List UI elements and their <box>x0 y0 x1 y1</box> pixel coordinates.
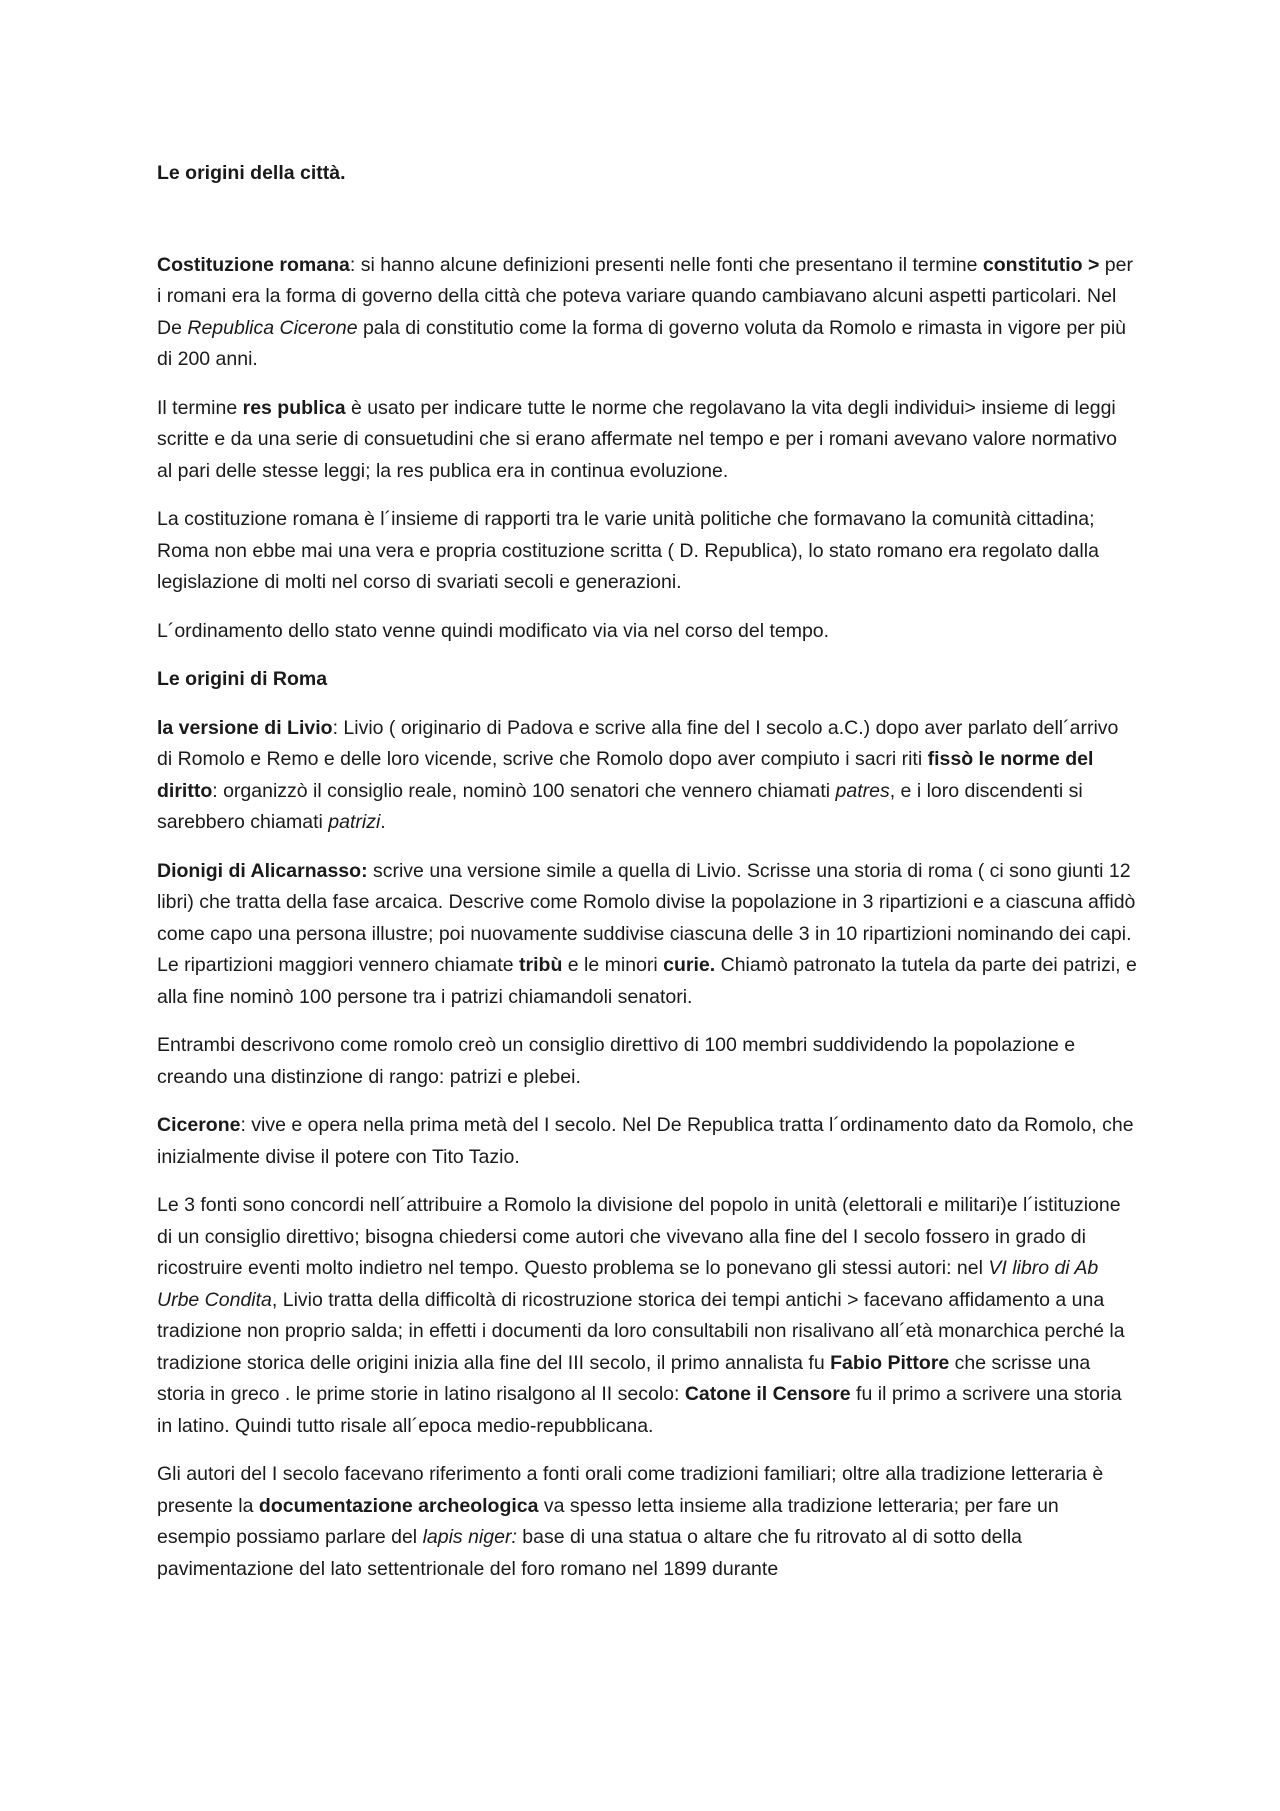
title-spacer <box>157 190 1137 250</box>
text-run: , Livio tratta della difficoltà di ricostruzione storica dei tempi antichi > facevano affidamento a una tradizione non proprio salda; in effetti i documenti da loro consultabili non risalivano all´età monarchica perché la tradizione storica delle origini inizia alla fine del III secolo, il primo annalista fu <box>157 1288 1125 1374</box>
text-run: . <box>380 811 386 833</box>
text-run: per i romani era la forma di governo della città che poteva variare quando cambiavano alcuni aspetti particolari. Nel De <box>157 253 1133 339</box>
text-run: : vive e opera nella prima metà del I secolo. Nel De Republica tratta l´ordinamento dato da Romolo, che inizialmente divise il potere con Tito Tazio. <box>157 1114 1134 1168</box>
text-run: : si hanno alcune definizioni presenti nelle fonti che presentano il termine <box>349 253 983 276</box>
text-run: e le minori <box>562 954 664 976</box>
italic-text: VI libro di Ab Urbe Condita <box>157 1257 1099 1311</box>
section-heading <box>157 664 1137 696</box>
text-run: va spesso letta insieme alla tradizione letteraria; per fare un esempio possiamo parlare del <box>157 1494 1059 1548</box>
text-run: è usato per indicare tutte le norme che regolavano la vita degli individui> insieme di leggi scritte e da una serie di consuetudini che si erano affermate nel tempo e per i romani avevano valore normativo al pari delle stesse leggi; la res publica era in continua evoluzione. <box>157 396 1118 482</box>
bold-text: Cicerone <box>157 1114 241 1136</box>
bold-text: fissò le norme del diritto <box>157 748 1094 802</box>
text-run: Gli autori del I secolo facevano riferimento a fonti orali come tradizioni familiari; oltre alla tradizione letteraria è presente la <box>157 1463 1104 1517</box>
italic-text: Republica Cicerone <box>187 316 358 339</box>
bold-text: Catone il Censore <box>684 1383 851 1405</box>
bold-text: res publica <box>242 396 346 419</box>
body-paragraph <box>157 1030 1137 1093</box>
text-run: fu il primo a scrivere una storia in latino. Quindi tutto risale all´epoca medio-repubblicana. <box>157 1383 1122 1437</box>
text-run: Il termine <box>157 396 243 419</box>
text-run: , e i loro discendenti si sarebbero chiamati <box>157 779 1083 833</box>
body-paragraph <box>157 504 1137 599</box>
bold-text: Le origini di Roma <box>157 668 328 690</box>
text-run: : organizzò il consiglio reale, nominò 100 senatori che vennero chiamati <box>212 779 836 802</box>
text-run: pala di constitutio come la forma di governo voluta da Romolo e rimasta in vigore per più di 200 anni. <box>157 316 1127 370</box>
body-paragraph <box>157 1110 1137 1173</box>
body-paragraph <box>157 713 1137 839</box>
text-run: Le 3 fonti sono concordi nell´attribuire a Romolo la divisione del popolo in unità (elettorali e militari)e l´istituzione di un consiglio direttivo; bisogna chiedersi come autori che vivevano alla fine del I secolo fossero in grado di ricostruire eventi molto indietro nel tempo. Questo problema se lo ponevano gli stessi autori: nel <box>157 1194 1121 1279</box>
bold-text: Dionigi di Alicarnasso: <box>157 859 368 882</box>
italic-text: lapis niger: <box>422 1526 517 1548</box>
paragraph-list <box>157 250 1137 1586</box>
bold-text: curie. <box>663 954 716 976</box>
body-paragraph <box>157 250 1137 376</box>
body-paragraph <box>157 1190 1137 1442</box>
text-run: Chiamò patronato la tutela da parte dei patrizi, e alla fine nominò 100 persone tra i patrizi chiamandoli senatori. <box>157 954 1137 1008</box>
text-run: La costituzione romana è l´insieme di rapporti tra le varie unità politiche che formavano la comunità cittadina; Roma non ebbe mai una vera e propria costituzione scritta ( D. Republica), lo stato romano era regolato dalla legislazione di molti nel corso di svariati secoli e generazioni. <box>157 508 1099 593</box>
text-run: scrive una versione simile a quella di Livio. Scrisse una storia di roma ( ci sono giunti 12 libri) che tratta della fase arcaica. Descrive come Romolo divise la popolazione in 3 ripartizioni e a ciascuna affidò come capo una persona illustre; poi nuovamente suddivise ciascuna delle 3 in 10 ripartizioni nominando dei capi. Le ripartizioni maggiori vennero chiamate <box>157 859 1136 976</box>
document-title: Le origini della città. <box>157 162 346 184</box>
bold-text: constitutio > <box>982 253 1100 276</box>
italic-text: patrizi <box>328 811 381 833</box>
text-run: che scrisse una storia in greco . le prime storie in latino risalgono al II secolo: <box>157 1351 1091 1405</box>
text-run: : Livio ( originario di Padova e scrive alla fine del I secolo a.C.) dopo aver parlato dell´arrivo di Romolo e Remo e delle loro vicende, scrive che Romolo dopo aver compiuto i sacri riti <box>157 716 1119 770</box>
bold-text: Costituzione romana <box>157 253 350 276</box>
body-paragraph <box>157 616 1137 648</box>
bold-text: tribù <box>519 954 563 976</box>
body-paragraph <box>157 1459 1137 1585</box>
text-run: base di una statua o altare che fu ritrovato al di sotto della pavimentazione del lato settentrionale del foro romano nel 1899 durante <box>157 1526 1023 1580</box>
body-paragraph <box>157 856 1137 1014</box>
text-run: Entrambi descrivono come romolo creò un consiglio direttivo di 100 membri suddividendo la popolazione e creando una distinzione di rango: patrizi e plebei. <box>157 1034 1076 1088</box>
body-paragraph <box>157 393 1137 488</box>
bold-text: la versione di Livio <box>157 716 333 739</box>
document-body <box>157 158 1137 1602</box>
italic-text: patres <box>835 779 890 802</box>
text-run: L´ordinamento dello stato venne quindi modificato via via nel corso del tempo. <box>157 619 830 642</box>
bold-text: Fabio Pittore <box>830 1351 950 1374</box>
bold-text: documentazione archeologica <box>258 1494 539 1517</box>
